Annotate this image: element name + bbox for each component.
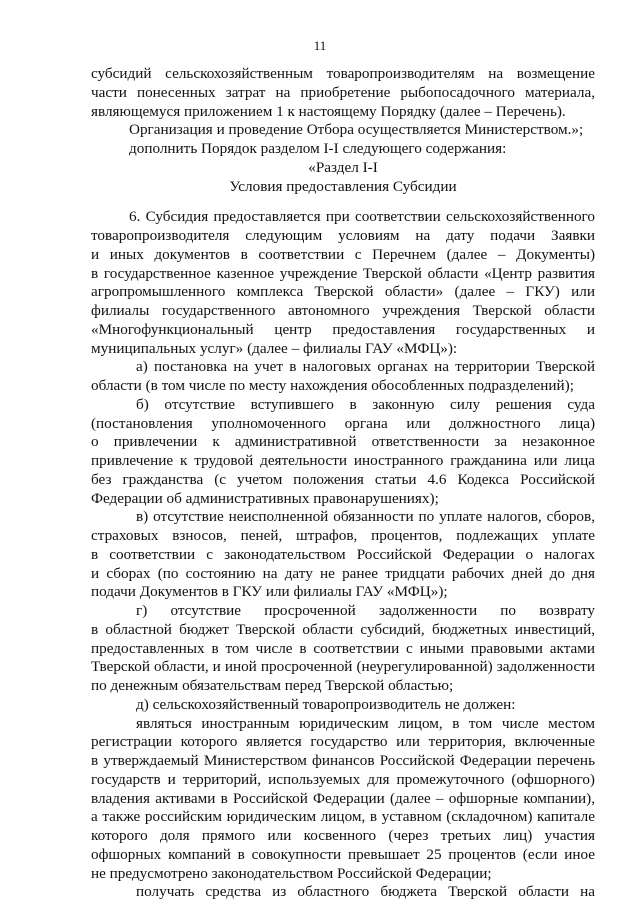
text-line: государств и территорий, используемых для промежуточного (офшорного) (91, 770, 595, 788)
text-line: части понесенных затрат на приобретение рыбопосадочного материала, (91, 83, 595, 101)
text-line: Условия предоставления Субсидии (229, 177, 457, 195)
text-line: в государственное казенное учреждение Тверской области «Центр развития (91, 264, 595, 282)
text-line: г) отсутствие просроченной задолженности по возврату (136, 602, 595, 619)
text-line: дополнить Порядок разделом I-I следующего содержания: (129, 140, 507, 157)
text-line: товаропроизводителя следующим условиям на дату подачи Заявки (91, 227, 595, 244)
text-line: муниципальных услуг» (далее – филиалы ГАУ «МФЦ»): (91, 339, 458, 357)
text-line: в соответствии с законодательством Российской Федерации о налогах (91, 545, 595, 563)
document-body (91, 65, 595, 902)
text-line: без гражданства (с учетом положения статьи 4.6 Кодекса Российской (91, 470, 595, 488)
text-line: являться иностранным юридическим лицом, в том числе местом (136, 714, 595, 732)
text-line: (постановления уполномоченного органа или должностного лица) (91, 414, 595, 432)
text-line: а также российским юридическим лицом, в уставном (складочном) капитале (91, 808, 595, 826)
text-line: агропромышленного комплекса Тверской области» (далее – ГКУ) или (91, 283, 595, 301)
text-line: и сборах (по состоянию на дату не ранее тридцати рабочих дней до дня (91, 564, 595, 582)
text-line: области (в том числе по месту нахождения обособленных подразделений); (91, 377, 574, 394)
text-line: подачи Документов в ГКУ или филиалы ГАУ «МФЦ»); (91, 583, 448, 601)
text-line: которого доля прямого или косвенного (через третьих лиц) участия (91, 827, 595, 844)
text-line: в утверждаемый Министерством финансов Российской Федерации перечень (91, 752, 595, 769)
page-number: 11 (313, 38, 327, 53)
text-line: 6. Субсидия предоставляется при соответствии сельскохозяйственного (129, 208, 595, 226)
text-line: привлечение к трудовой деятельности иностранного гражданина или лица (91, 452, 595, 469)
text-line: предоставленных в том числе в соответствии с иными правовыми актами (91, 639, 595, 657)
text-line: филиалы государственного автономного учреждения Тверской области (91, 302, 595, 319)
text-line: владения активами в Российской Федерации (далее – офшорные компании), (91, 789, 595, 807)
text-line: в) отсутствие неисполненной обязанности по уплате налогов, сборов, (136, 508, 595, 526)
text-line: а) постановка на учет в налоговых органах на территории Тверской (136, 358, 595, 376)
paragraph-gap (91, 196, 595, 208)
text-line: по денежным обязательствам перед Тверской областью; (91, 677, 454, 694)
text-line: б) отсутствие вступившего в законную силу решения суда (136, 395, 595, 413)
text-line: регистрации которого является государство или территория, включенные (91, 733, 595, 751)
text-line: в областной бюджет Тверской области субсидий, бюджетных инвестиций, (91, 620, 595, 638)
text-line: «Многофункциональный центр предоставления государственных и (91, 320, 595, 338)
text-line: Федерации об административных правонарушениях); (91, 489, 439, 507)
text-line: не предусмотрено законодательством Российской Федерации; (91, 864, 492, 882)
text-line: о привлечении к административной ответственности за незаконное (91, 433, 595, 451)
text-line: и иных документов в соответствии с Перечнем (далее – Документы) (91, 245, 595, 263)
text-line: субсидий сельскохозяйственным товаропроизводителям на возмещение (91, 65, 595, 82)
text-line: Организация и проведение Отбора осуществляется Министерством.»; (129, 121, 584, 139)
text-line: д) сельскохозяйственный товаропроизводитель не должен: (136, 695, 516, 713)
text-line: Тверской области, и иной просроченной (неурегулированной) задолженности (91, 658, 595, 676)
text-line: офшорных компаний в совокупности превышает 25 процентов (если иное (91, 845, 595, 863)
text-line: получать средства из областного бюджета Тверской области на (136, 883, 595, 901)
text-line: страховых взносов, пеней, штрафов, процентов, подлежащих уплате (91, 527, 595, 544)
text-line: являющемуся приложением 1 к настоящему Порядку (далее – Перечень). (91, 102, 566, 120)
text-line: «Раздел I-I (308, 158, 378, 176)
